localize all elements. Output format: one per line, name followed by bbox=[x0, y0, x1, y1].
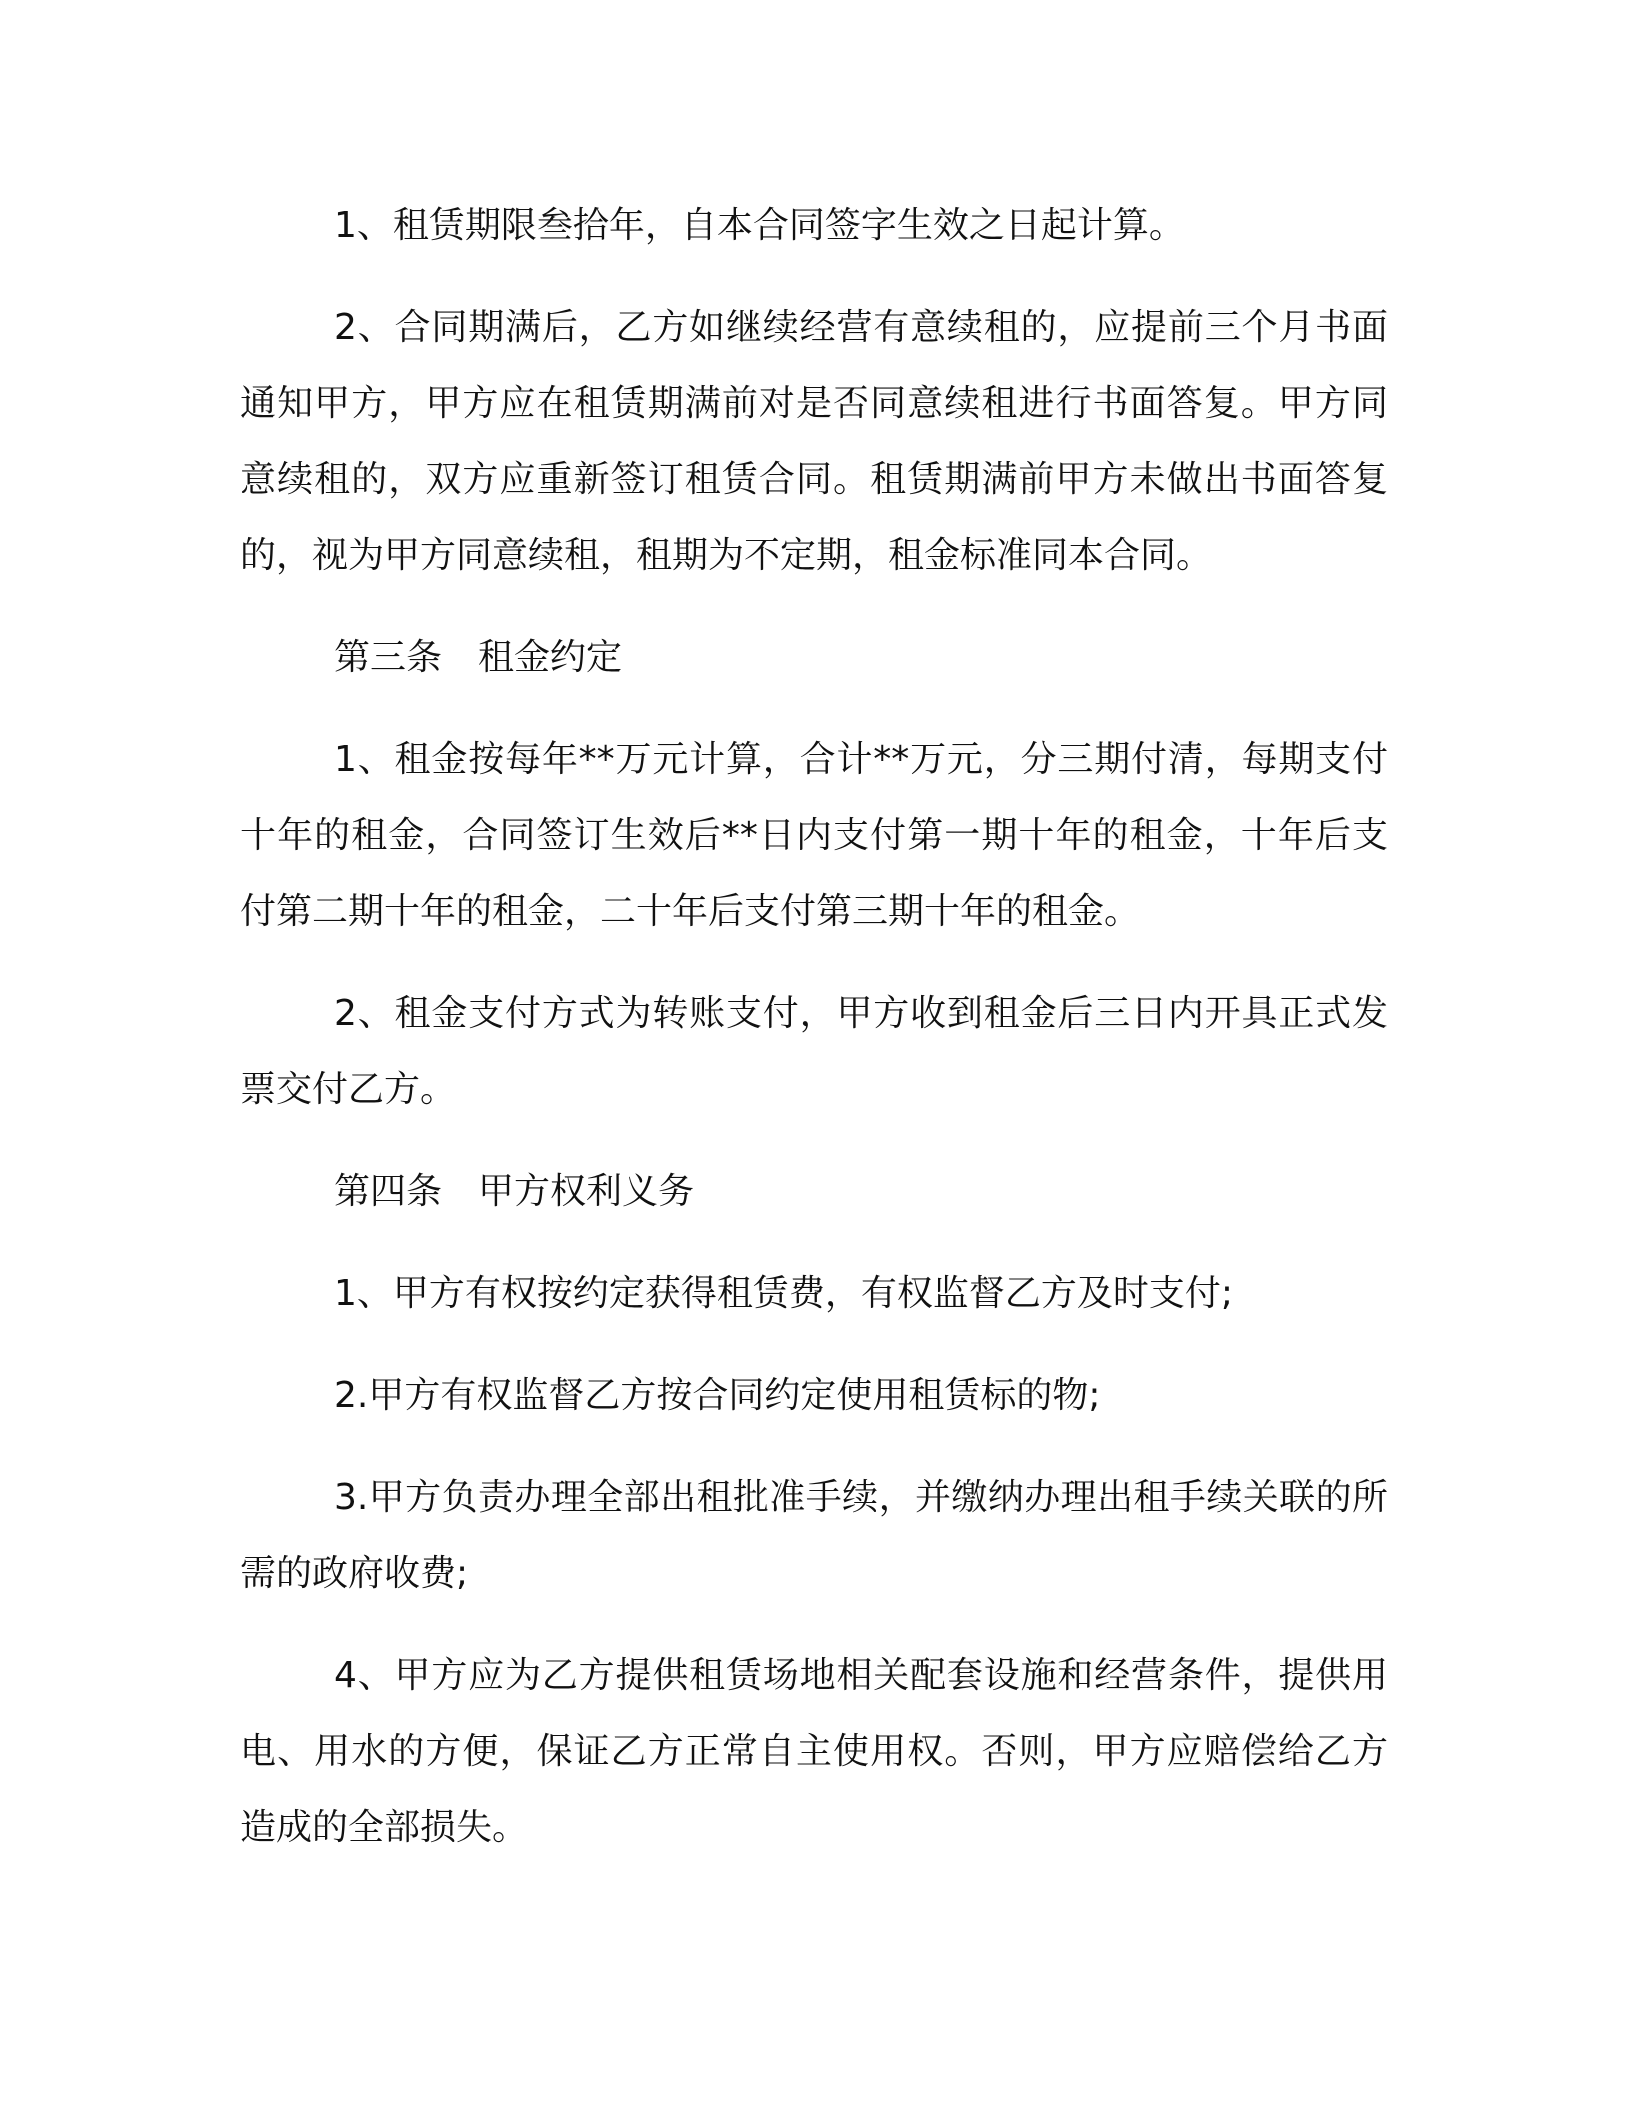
clause-3-item-2-renewal: 2、合同期满后，乙方如继续经营有意续租的，应提前三个月书面通知甲方，甲方应在租赁期满前对是否同意续租进行书面答复。甲方同意续租的，双方应重新签订租赁合同。租赁期满前甲方未做出书面答复的，视为甲方同意续租，租期为不定期，租金标准同本合同。 bbox=[240, 307, 1388, 576]
section-heading-article-4: 第四条 甲方权利义务 bbox=[334, 1171, 695, 1212]
party-a-item-1: 1、甲方有权按约定获得租赁费，有权监督乙方及时支付; bbox=[334, 1273, 1234, 1314]
party-a-item-4: 4、甲方应为乙方提供租赁场地相关配套设施和经营条件，提供用电、用水的方便，保证乙方正常自主使用权。否则，甲方应赔偿给乙方造成的全部损失。 bbox=[240, 1655, 1388, 1848]
clause-3-item-1-term: 1、租赁期限叁拾年，自本合同签字生效之日起计算。 bbox=[334, 205, 1185, 246]
rent-item-1-amount: 1、租金按每年**万元计算，合计**万元，分三期付清，每期支付十年的租金，合同签订生效后**日内支付第一期十年的租金，十年后支付第二期十年的租金，二十年后支付第三期十年的租金。 bbox=[240, 739, 1388, 932]
document-body bbox=[240, 188, 1388, 1892]
section-heading-article-3: 第三条 租金约定 bbox=[334, 637, 623, 678]
party-a-item-2: 2.甲方有权监督乙方按合同约定使用租赁标的物; bbox=[334, 1375, 1101, 1416]
rent-item-2-payment-method: 2、租金支付方式为转账支付，甲方收到租金后三日内开具正式发票交付乙方。 bbox=[240, 993, 1388, 1110]
party-a-item-3: 3.甲方负责办理全部出租批准手续，并缴纳办理出租手续关联的所需的政府收费; bbox=[240, 1477, 1388, 1594]
